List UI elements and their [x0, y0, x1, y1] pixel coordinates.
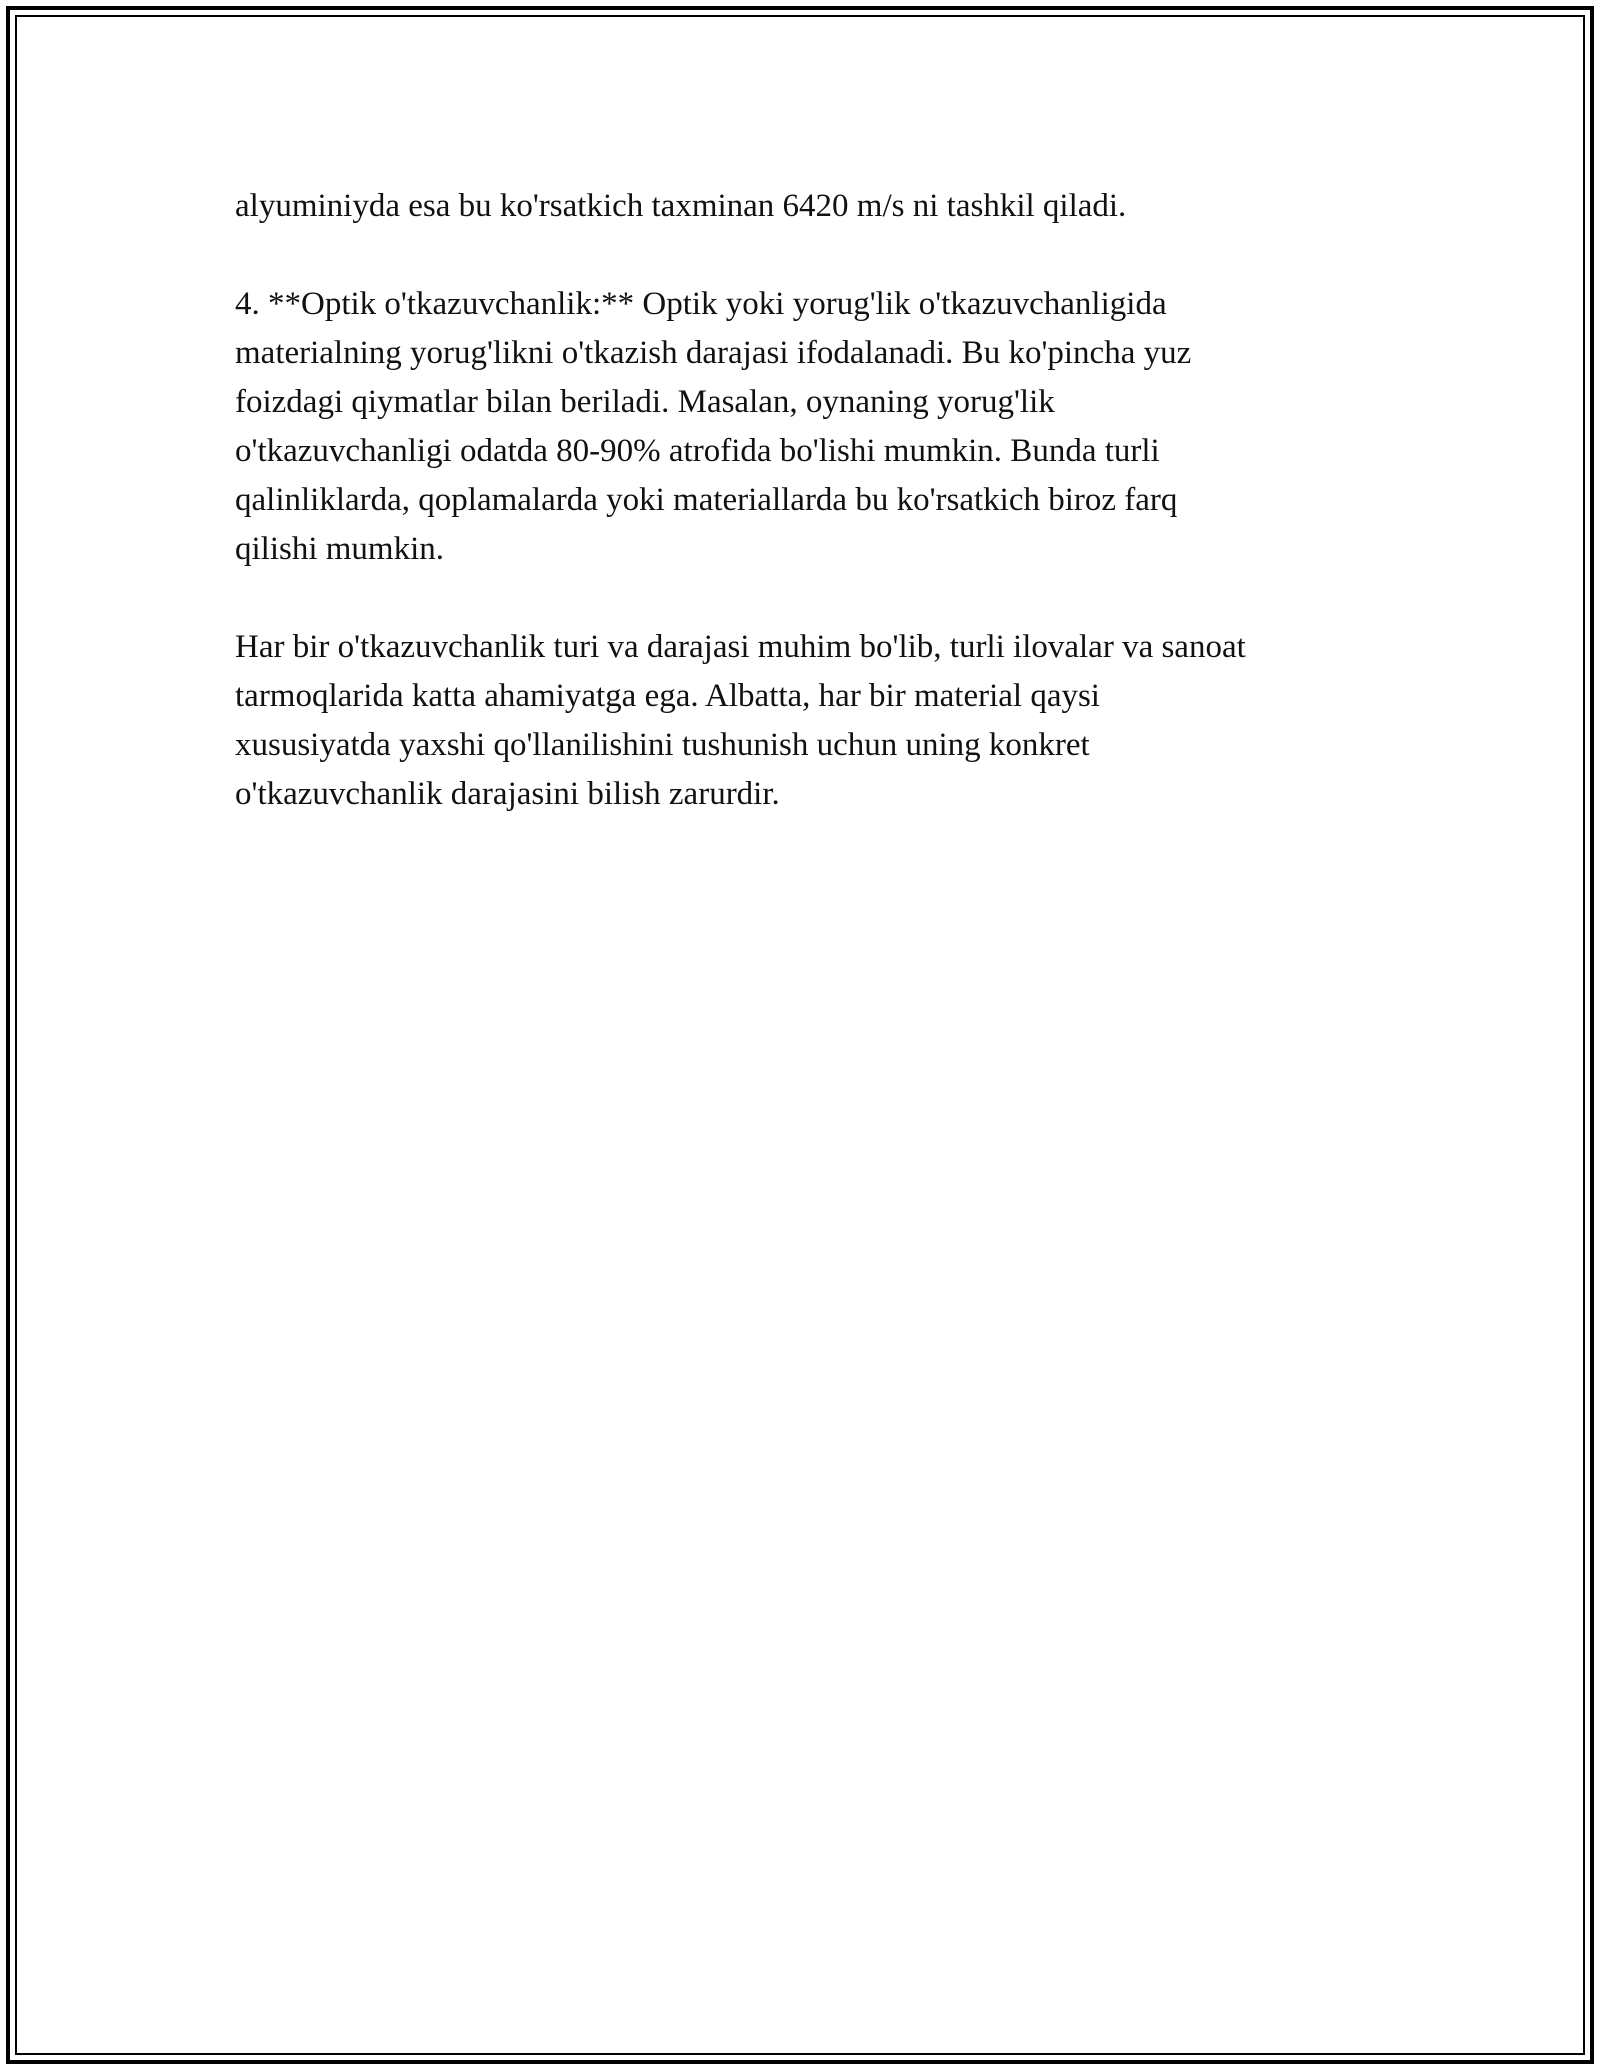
text-line: qalinliklarda, qoplamalarda yoki materiallarda bu ko'rsatkich biroz farq	[235, 482, 1178, 518]
text-line: tarmoqlarida katta ahamiyatga ega. Albatta, har bir material qaysi	[235, 678, 1100, 714]
text-line: foizdagi qiymatlar bilan beriladi. Masalan, oynaning yorug'lik	[235, 384, 1055, 420]
paragraph-gap	[235, 574, 1385, 623]
text-line: o'tkazuvchanlik darajasini bilish zarurdir.	[235, 776, 780, 812]
text-line: xususiyatda yaxshi qo'llanilishini tushunish uchun uning konkret	[235, 727, 1090, 763]
paragraph-continuation	[235, 182, 1385, 231]
paragraph-gap	[235, 231, 1385, 280]
text-line: qilishi mumkin.	[235, 531, 445, 567]
text-line: materialning yorug'likni o'tkazish darajasi ifodalanadi. Bu ko'pincha yuz	[235, 335, 1192, 371]
paragraph-optical-transmittance	[235, 280, 1385, 574]
paragraph-conclusion	[235, 623, 1385, 819]
text-line: 4. **Optik o'tkazuvchanlik:** Optik yoki yorug'lik o'tkazuvchanligida	[235, 286, 1167, 322]
text-line: Har bir o'tkazuvchanlik turi va darajasi muhim bo'lib, turli ilovalar va sanoat	[235, 629, 1246, 665]
document-body	[235, 182, 1385, 819]
text-line: o'tkazuvchanligi odatda 80-90% atrofida bo'lishi mumkin. Bunda turli	[235, 433, 1160, 469]
text-line: alyuminiyda esa bu ko'rsatkich taxminan 6420 m/s ni tashkil qiladi.	[235, 188, 1127, 224]
